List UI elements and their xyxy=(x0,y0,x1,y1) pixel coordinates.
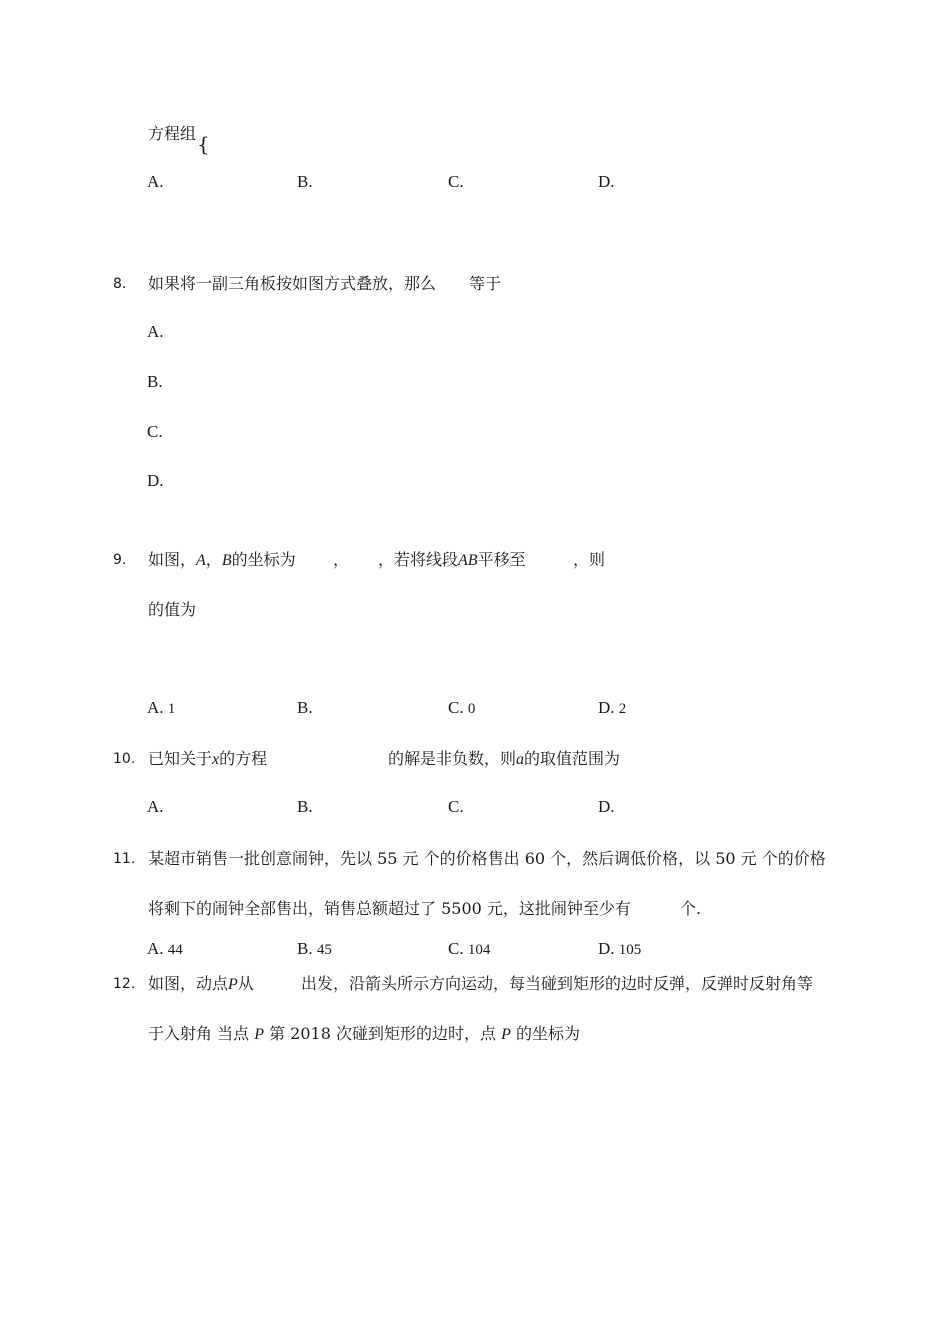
q12-var-p2: P xyxy=(254,1026,264,1043)
q12-line2-b: 第 2018 次碰到矩形的边时，点 xyxy=(269,1024,496,1043)
q9-t4: 平移至 xyxy=(477,550,526,569)
q7-option-d: D. xyxy=(598,172,615,191)
q11-line2-after: 个. xyxy=(680,899,702,918)
q9-option-c-value: 0 xyxy=(467,701,476,717)
q7-text: 方程组 xyxy=(148,124,197,143)
q8-option-c: C. xyxy=(147,422,163,441)
q11-line2-before: 将剩下的闹钟全部售出，销售总额超过了 5500 元，这批闹钟至少有 xyxy=(148,899,631,918)
q9-option-d xyxy=(598,698,626,719)
q12-line2-a: 于入射角 当点 xyxy=(148,1024,250,1043)
q9-number: 9. xyxy=(113,552,127,568)
q11-option-d-value: 105 xyxy=(618,942,642,958)
q11-number: 11. xyxy=(113,851,136,867)
q11-option-a xyxy=(147,939,183,960)
q10-var-x: x xyxy=(212,751,220,768)
q9-option-a-value: 1 xyxy=(167,701,176,717)
q9-var-b: B xyxy=(221,552,232,569)
q11-option-c-label: C. xyxy=(448,939,464,958)
q9-comma: ， xyxy=(333,550,350,569)
q11-option-b-label: B. xyxy=(297,939,313,958)
q9-t1: 如图， xyxy=(148,550,197,569)
q11-option-a-label: A. xyxy=(147,939,164,958)
q8-text-before: 如果将一副三角板按如图方式叠放，那么 xyxy=(148,274,437,293)
q11-option-a-value: 44 xyxy=(167,942,183,958)
q8-text-after: 等于 xyxy=(469,274,502,293)
q9-var-ab: AB xyxy=(458,552,478,569)
q9-option-d-value: 2 xyxy=(618,701,627,717)
q8-number: 8. xyxy=(113,276,127,292)
q7-option-c: C. xyxy=(448,172,464,191)
q8-option-b: B. xyxy=(147,372,163,391)
q7-option-a: A. xyxy=(147,172,164,191)
q10-t2: 的方程 xyxy=(219,749,268,768)
q9-option-b xyxy=(297,698,313,719)
q10-option-b: B. xyxy=(297,797,313,816)
q9-option-c-label: C. xyxy=(448,698,464,717)
q9-sep1: ， xyxy=(205,550,222,569)
q9-t5: ，则 xyxy=(573,550,606,569)
q9-t3-group xyxy=(378,550,526,571)
q12-number: 12. xyxy=(113,976,136,992)
q12-line2-c: 的坐标为 xyxy=(515,1024,580,1043)
q10-t1: 已知关于 xyxy=(148,749,213,768)
q10-option-d: D. xyxy=(598,797,615,816)
q12-part1 xyxy=(148,974,254,995)
q11-line1: 某超市销售一批创意闹钟，先以 55 元 个的价格售出 60 个，然后调低价格，以 50 元 个的价格 xyxy=(148,849,826,868)
q9-option-a xyxy=(147,698,175,719)
q10-part1 xyxy=(148,749,267,770)
q7-brace-glyph: { xyxy=(197,132,210,156)
q7-option-b: B. xyxy=(297,172,313,191)
q11-option-d-label: D. xyxy=(598,939,615,958)
q12-var-p3: P xyxy=(501,1026,511,1043)
q10-option-a: A. xyxy=(147,797,164,816)
q9-option-d-label: D. xyxy=(598,698,615,717)
q9-option-c xyxy=(448,698,475,719)
q9-var-a: A xyxy=(196,552,206,569)
q11-option-b xyxy=(297,939,332,960)
q9-option-b-label: B. xyxy=(297,698,313,717)
q9-line2: 的值为 xyxy=(148,600,197,619)
q9-line1 xyxy=(148,550,296,571)
q9-option-a-label: A. xyxy=(147,698,164,717)
q11-option-c xyxy=(448,939,490,960)
q9-t2: 的坐标为 xyxy=(231,550,296,569)
q12-var-p: P xyxy=(228,976,238,993)
q12-line2 xyxy=(148,1024,580,1045)
q10-t3: 的解是非负数，则 xyxy=(388,749,517,768)
q11-option-c-value: 104 xyxy=(467,942,491,958)
q11-option-b-value: 45 xyxy=(316,942,332,958)
q9-t3: ，若将线段 xyxy=(378,550,459,569)
q10-option-c: C. xyxy=(448,797,464,816)
q11-option-d xyxy=(598,939,641,960)
q10-t4: 的取值范围为 xyxy=(524,749,621,768)
q8-option-a: A. xyxy=(147,322,164,341)
q10-number: 10. xyxy=(113,751,136,767)
q12-t3: 出发，沿箭头所示方向运动，每当碰到矩形的边时反弹，反弹时反射角等 xyxy=(301,974,814,993)
q12-t1: 如图，动点 xyxy=(148,974,229,993)
q10-var-a: a xyxy=(516,751,525,768)
q8-option-d: D. xyxy=(147,471,164,490)
q10-part2 xyxy=(388,749,620,770)
q12-t2: 从 xyxy=(237,974,254,993)
